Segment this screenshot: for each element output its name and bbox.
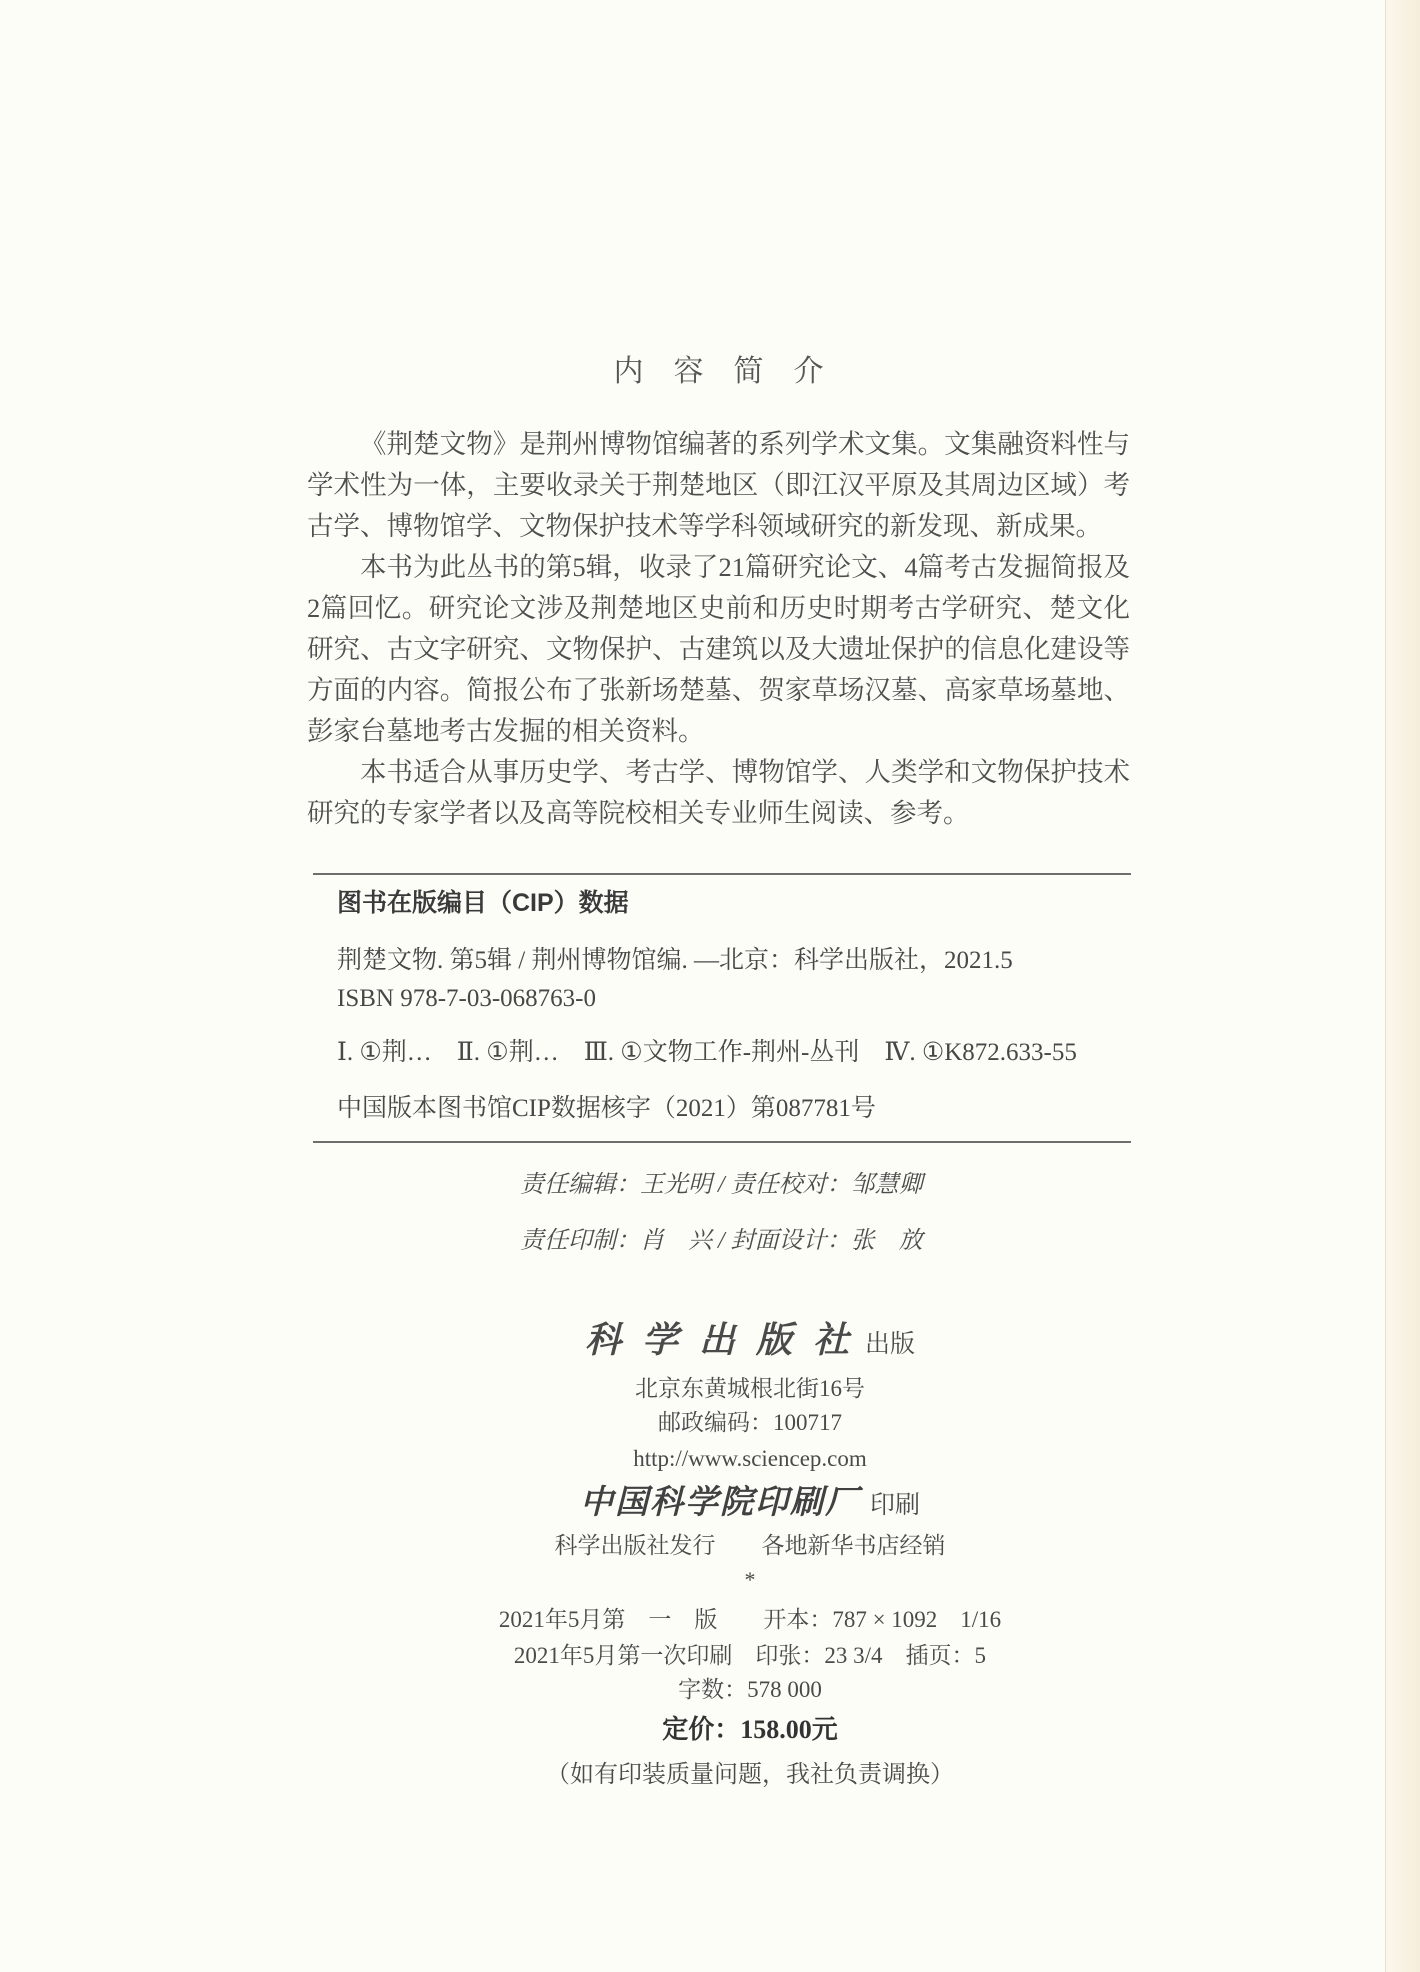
credits-print-design-line: 责任印制：肖 兴 / 封面设计：张 放	[520, 1228, 923, 1254]
publisher-postcode: 邮政编码：100717	[658, 1410, 842, 1435]
intro-paragraph: 本书为此丛书的第5辑，收录了21篇研究论文、4篇考古发掘简报及2篇回忆。研究论文涉及荆楚地区史前和历史时期考古学研究、楚文化研究、古文字研究、文物保护、古建筑以及大遗址保护的信息化建设等方面的内容。简报公布了张新场楚墓、贺家草场汉墓、高家草场墓地、彭家台墓地考古发掘的相关资料。	[307, 552, 1130, 746]
cip-record-number: 中国版本图书馆CIP数据核字（2021）第087781号	[337, 1095, 876, 1122]
printer-logotype: 中国科学院印刷厂	[579, 1485, 860, 1521]
page-title: 内 容 简 介	[613, 355, 824, 388]
cip-data-box	[313, 873, 1131, 1143]
staff-credits	[520, 1165, 923, 1277]
colophon	[350, 1316, 1150, 1792]
publisher-website: http://www.sciencep.com	[633, 1446, 867, 1471]
page-edge-shadow	[1385, 0, 1420, 1972]
credits-editors-line: 责任编辑：王光明 / 责任校对：邹慧卿	[520, 1172, 923, 1198]
edition-line: 2021年5月第 一 版 开本：787 × 1092 1/16	[498, 1607, 1002, 1632]
intro-section	[307, 424, 1130, 834]
price-line: 定价：158.00元	[662, 1715, 838, 1744]
cip-isbn: ISBN 978-7-03-068763-0	[337, 985, 597, 1012]
separator-star: *	[744, 1567, 756, 1592]
publisher-logotype: 科 学 出 版 社	[584, 1320, 855, 1360]
cip-entry: 荆楚文物. 第5辑 / 荆州博物馆编. —北京：科学出版社，2021.5	[337, 947, 1013, 974]
publisher-line	[350, 1316, 1150, 1369]
printer-line	[350, 1481, 1150, 1528]
publisher-suffix: 出版	[865, 1331, 916, 1358]
intro-paragraph: 《荆楚文物》是荆州博物馆编著的系列学术文集。文集融资料性与学术性为一体，主要收录关于荆楚地区（即江汉平原及其周边区域）考古学、博物馆学、文物保护技术等学科领域研究的新发现、新成果。	[307, 429, 1130, 541]
intro-paragraph: 本书适合从事历史学、考古学、博物馆学、人类学和文物保护技术研究的专家学者以及高等院校相关专业师生阅读、参考。	[307, 757, 1130, 828]
distribution-line: 科学出版社发行 各地新华书店经销	[554, 1533, 946, 1558]
quality-note: （如有印装质量问题，我社负责调换）	[546, 1762, 954, 1788]
printing-line: 2021年5月第一次印刷 印张：23 3/4 插页：5	[513, 1643, 987, 1668]
printer-suffix: 印刷	[869, 1492, 920, 1519]
publisher-address: 北京东黄城根北街16号	[635, 1376, 865, 1401]
cip-heading: 图书在版编目（CIP）数据	[337, 889, 629, 917]
cip-classification: Ⅰ. ①荆… Ⅱ. ①荆… Ⅲ. ①文物工作-荆州-丛刊 Ⅳ. ①K872.633-55	[337, 1039, 1077, 1066]
word-count-line: 字数：578 000	[678, 1677, 822, 1702]
